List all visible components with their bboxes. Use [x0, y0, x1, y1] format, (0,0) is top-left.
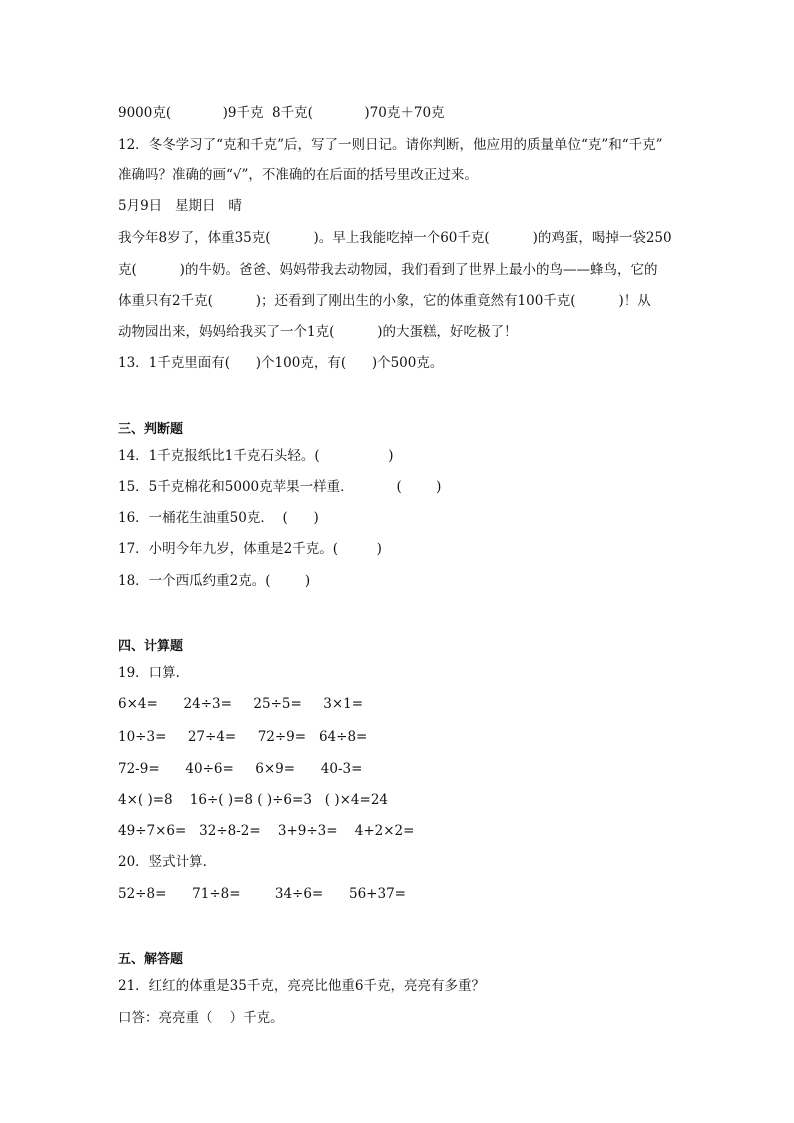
mental-math-row-5: 49÷7×6= 32÷8-2= 3+9÷3= 4+2×2= — [118, 823, 415, 839]
question-16: 16．一桶花生油重50克． ( ) — [118, 510, 319, 526]
section-heading-calculation: 四、计算题 — [118, 639, 184, 654]
question-13: 13．1千克里面有( )个100克，有( )个500克。 — [118, 355, 444, 371]
question-14: 14．1千克报纸比1千克石头轻。( ) — [118, 448, 394, 464]
diary-line-4: 动物园出来，妈妈给我买了一个1克( )的大蛋糕，好吃极了！ — [118, 324, 518, 340]
question-18: 18．一个西瓜约重2克。( ) — [118, 573, 311, 589]
question-17: 17．小明今年九岁，体重是2千克。( ) — [118, 541, 382, 557]
mental-math-row-4: 4×( )=8 16÷( )=8 ( )÷6=3 ( )×4=24 — [118, 792, 389, 808]
line-comparison-9000g: 9000克( )9千克 8千克( )70克＋70克 — [118, 105, 445, 121]
section-heading-word-problems: 五、解答题 — [118, 952, 184, 967]
diary-line-2: 克( )的牛奶。爸爸、妈妈带我去动物园，我们看到了世界上最小的鸟——蜂鸟，它的 — [118, 262, 658, 278]
mental-math-row-1: 6×4= 24÷3= 25÷5= 3×1= — [118, 696, 364, 712]
question-21: 21．红红的体重是35千克，亮亮比他重6千克，亮亮有多重？ — [118, 978, 485, 994]
question-19: 19．口算. — [118, 665, 180, 681]
mental-math-row-3: 72-9= 40÷6= 6×9= 40-3= — [118, 761, 363, 777]
question-12-instruction: 准确吗？准确的画“√”，不准确的在后面的括号里改正过来。 — [118, 167, 478, 183]
diary-date: 5月9日 星期日 晴 — [118, 198, 242, 214]
question-20: 20．竖式计算. — [118, 854, 207, 870]
question-21-answer: 口答：亮亮重（ ）千克。 — [118, 1010, 284, 1026]
question-12-intro: 12．冬冬学习了“克和千克”后，写了一则日记。请你判断，他应用的质量单位“克”和“千克” — [118, 137, 663, 153]
mental-math-row-2: 10÷3= 27÷4= 72÷9= 64÷8= — [118, 729, 368, 745]
vertical-calc-row: 52÷8= 71÷8= 34÷6= 56+37= — [118, 886, 406, 902]
section-heading-judgement: 三、判断题 — [118, 422, 184, 437]
diary-line-3: 体重只有2千克( )；还看到了刚出生的小象，它的体重竟然有100千克( )！从 — [118, 293, 651, 309]
question-15: 15．5千克棉花和5000克苹果一样重． ( ) — [118, 479, 442, 495]
diary-line-1: 我今年8岁了，体重35克( )。早上我能吃掉一个60千克( )的鸡蛋，喝掉一袋250 — [118, 230, 672, 246]
